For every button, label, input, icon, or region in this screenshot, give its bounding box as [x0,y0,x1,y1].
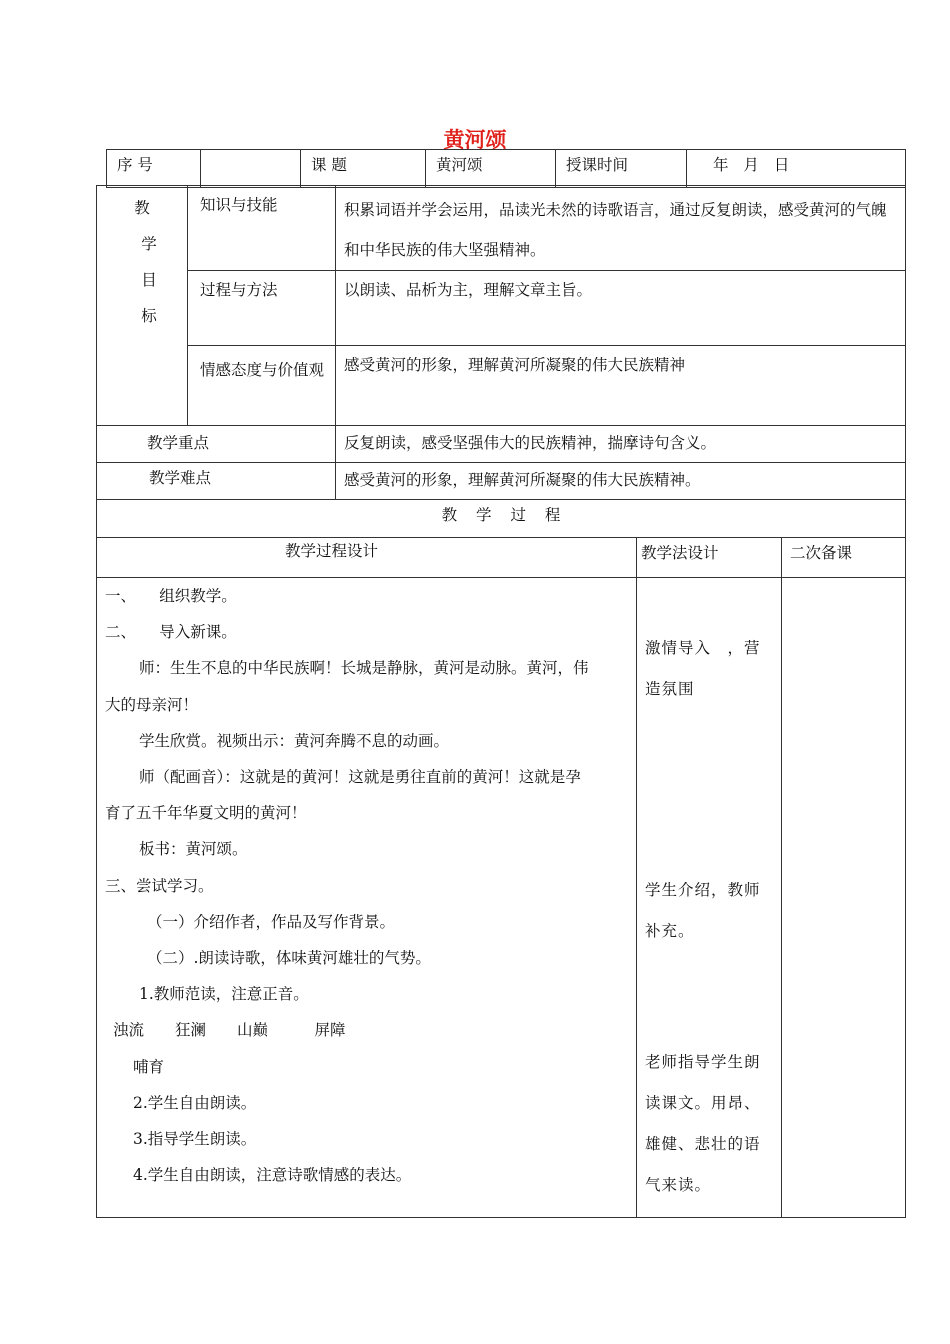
column-header-design: 教学过程设计 [97,538,637,578]
process-line: 师（配画音）：这就是的黄河！这就是勇往直前的黄河！这就是孕 [139,768,581,787]
serial-value [201,150,301,188]
method-note-line: 雄健、悲壮的语 [645,1135,761,1153]
process-line: 3.指导学生朗读。 [133,1130,257,1149]
method-note-line: 学生介绍，教师 [645,881,761,899]
difficulty-content: 感受黄河的形象，理解黄河所凝聚的伟大民族精神。 [336,463,906,500]
process-line: 师：生生不息的中华民族啊！长城是静脉，黄河是动脉。黄河，伟 [139,659,589,678]
method-note-line: 读课文。用昂、 [645,1094,761,1112]
objectives-char: 教 [134,199,150,217]
method-design-cell [637,578,782,1218]
objective-name: 知识与技能 [188,186,336,271]
topic-label: 课 题 [301,150,426,188]
process-line: 4.学生自由朗读，注意诗歌情感的表达。 [133,1166,412,1185]
process-line: 育了五千年华夏文明的黄河！ [105,804,307,823]
process-line: （二）.朗读诗歌，体味黄河雄壮的气势。 [147,949,431,968]
objective-name: 情感态度与价值观 [188,346,336,426]
process-line: 1.教师范读，注意正音。 [139,985,309,1004]
objective-content: 感受黄河的形象，理解黄河所凝聚的伟大民族精神 [336,346,906,426]
process-heading: 教 学 过 程 [97,500,906,538]
process-line: 板书：黄河颂。 [139,840,248,859]
method-note-line: 激情导入 ，营 [645,639,761,657]
key-point-label: 教学重点 [97,426,336,463]
process-line: 大的母亲河！ [105,695,199,714]
objective-name: 过程与方法 [188,271,336,346]
column-header-method: 教学法设计 [637,538,782,578]
objective-content: 积累词语并学会运用，品读光未然的诗歌语言，通过反复朗读，感受黄河的气魄和中华民族的伟大坚强精神。 [336,186,906,271]
process-line: 三、尝试学习。 [105,876,214,895]
method-note-line: 老师指导学生朗 [645,1053,761,1071]
difficulty-label: 教学难点 [97,463,336,500]
method-note-line: 补充。 [645,922,695,940]
time-label: 授课时间 [556,150,687,188]
objectives-char: 标 [141,307,157,325]
process-line: 一、 组织教学。 [105,587,237,605]
objective-content: 以朗读、品析为主，理解文章主旨。 [336,271,906,346]
objectives-label [97,186,188,426]
serial-label: 序 号 [107,150,201,188]
process-line: 哺育 [133,1057,165,1076]
column-header-second: 二次备课 [782,538,906,578]
process-line: 二、 导入新课。 [105,623,237,642]
second-prep-cell [782,578,906,1218]
key-point-content: 反复朗读，感受坚强伟大的民族精神，揣摩诗句含义。 [336,426,906,463]
method-note-line: 气来读。 [645,1176,712,1194]
process-line: 学生欣赏。视频出示：黄河奔腾不息的动画。 [139,731,450,750]
page-title: 黄河颂 [443,128,507,152]
objectives-char: 学 [141,235,157,253]
process-line: 2.学生自由朗读。 [133,1093,257,1112]
objectives-char: 目 [141,271,157,289]
process-design-cell [97,578,637,1218]
topic-value: 黄河颂 [426,150,556,188]
process-line: 浊流 狂澜 山巅 屏障 [113,1021,346,1040]
process-line: （一）介绍作者，作品及写作背景。 [147,912,396,931]
method-note-line: 造氛围 [645,680,695,698]
lesson-plan-table [96,185,906,1218]
header-table [106,149,906,188]
time-value: 年 月 日 [687,150,906,188]
